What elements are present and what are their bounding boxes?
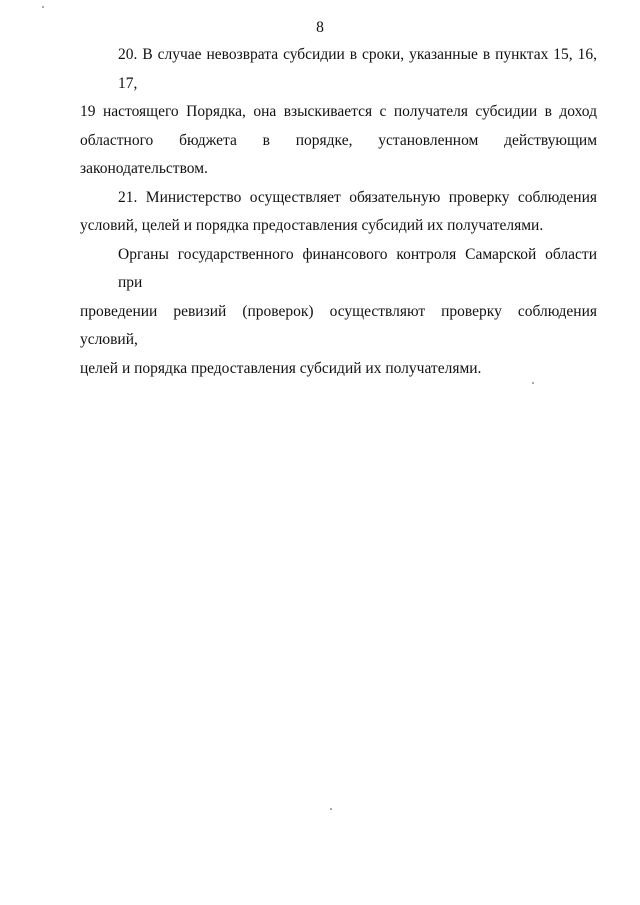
text-line: 21. Министерство осуществляет обязательную проверку соблюдения [118, 188, 597, 206]
text-line: Органы государственного финансового контроля Самарской области при [118, 245, 597, 291]
text-line: целей и порядка предоставления субсидий их получателями. [80, 359, 482, 377]
paragraph-financial-control [80, 241, 597, 384]
document-body [80, 41, 597, 383]
text-line: законодательством. [80, 160, 208, 177]
text-line: 19 настоящего Порядка, она взыскивается с получателя субсидии в доход [80, 103, 597, 120]
text-line: условий, целей и порядка предоставления субсидий их получателями. [80, 217, 544, 234]
text-line: 20. В случае невозврата субсидии в сроки, указанные в пунктах 15, 16, 17, [118, 46, 597, 92]
text-line: проведении ревизий (проверок) осуществляют проверку соблюдения условий, [80, 302, 597, 348]
paragraph-20 [80, 41, 597, 184]
paragraph-21 [80, 184, 597, 241]
scan-speck [330, 808, 332, 810]
scan-speck [42, 6, 44, 8]
page-number: 8 [316, 19, 324, 36]
text-line: областного бюджета в порядке, установленном действующим [80, 131, 597, 149]
